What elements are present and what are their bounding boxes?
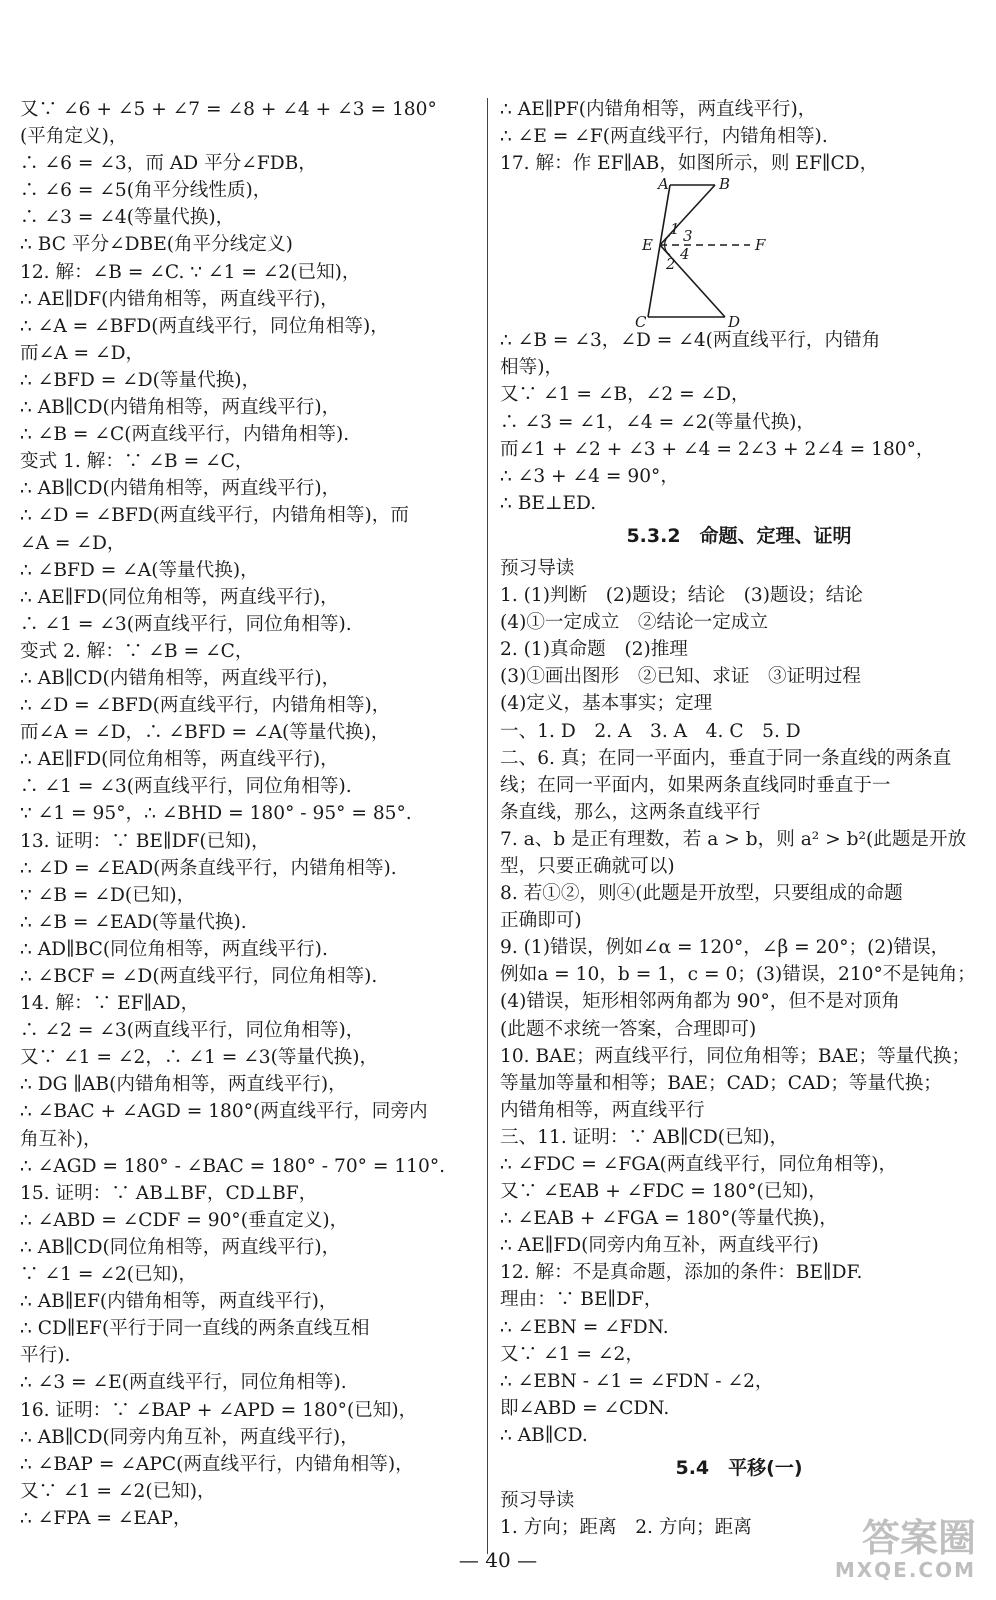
text-line: 7. a、b 是正有理数，若 a > b，则 a² > b²(此题是开放 <box>500 828 967 850</box>
text-line: ∴ AB∥CD. <box>500 1424 588 1446</box>
text-line: ∴ ∠D = ∠EAD(两条直线平行，内错角相等). <box>20 857 397 879</box>
text-line: ∴ ∠3 = ∠1，∠4 = ∠2(等量代换)， <box>500 411 816 433</box>
label-A: A <box>658 177 669 194</box>
text-line: (3)①画出图形 ②已知、求证 ③证明过程 <box>500 666 862 688</box>
text-line: ∴ BC 平分∠DBE(角平分线定义) <box>20 234 293 256</box>
text-line: 条直线，那么，这两条直线平行 <box>500 801 761 823</box>
text-line: ∴ ∠2 = ∠3(两直线平行，同位角相等)， <box>20 1020 365 1042</box>
text-line: 又∵ ∠6 + ∠5 + ∠7 = ∠8 + ∠4 + ∠3 = 180° <box>20 99 437 120</box>
text-line: ∴ ∠AGD = 180° - ∠BAC = 180° - 70° = 110°. <box>20 1155 446 1177</box>
text-line: 10. BAE；两直线平行，同位角相等；BAE；等量代换； <box>500 1045 971 1067</box>
text-line: 内错角相等，两直线平行 <box>500 1099 705 1121</box>
text-line: ∴ ∠6 = ∠5(角平分线性质)， <box>20 180 272 202</box>
text-line: ∴ ∠BFD = ∠A(等量代换)， <box>20 559 259 581</box>
angle-label-3: 3 <box>683 227 693 246</box>
text-line: ∴ ∠E = ∠F(两直线平行，内错角相等). <box>500 126 828 148</box>
label-B: B <box>719 177 731 194</box>
text-line: 变式 2. 解：∵ ∠B = ∠C， <box>20 640 254 662</box>
text-line: ∴ ∠FPA = ∠EAP， <box>20 1507 192 1529</box>
text-line: 相等)， <box>500 357 564 379</box>
text-line: 预习导读 <box>500 557 575 579</box>
text-line: ∴ ∠EBN - ∠1 = ∠FDN - ∠2， <box>500 1370 774 1392</box>
watermark-logo <box>835 1518 976 1582</box>
text-line: 角互补)， <box>20 1128 102 1150</box>
text-line: ∴ AE∥PF(内错角相等，两直线平行)， <box>500 99 817 120</box>
right-column <box>500 96 978 1541</box>
text-line: ∴ AE∥DF(内错角相等，两直线平行)， <box>20 288 339 310</box>
section-heading-5-3-2: 5.3.2 命题、定理、证明 <box>626 524 852 547</box>
text-line: ∴ CD∥EF(平行于同一直线的两条直线互相 <box>20 1318 370 1340</box>
text-line: 12. 解：不是真命题，添加的条件：BE∥DF. <box>500 1262 863 1284</box>
text-line: 1. (1)判断 (2)题设；结论 (3)题设；结论 <box>500 585 863 607</box>
angle-label-4: 4 <box>680 245 690 264</box>
text-line: 而∠A = ∠D， <box>20 342 145 364</box>
text-line: ∴ ∠1 = ∠3(两直线平行，同位角相等). <box>20 776 352 798</box>
text-line: 9. (1)错误，例如∠α = 120°，∠β = 20°；(2)错误， <box>500 937 950 959</box>
text-line: ∵ ∠1 = 95°，∴ ∠BHD = 180° - 95° = 85°. <box>20 803 412 825</box>
label-D: D <box>728 313 741 328</box>
text-line: 等量加等量和相等；BAE；CAD；CAD；等量代换； <box>500 1072 942 1094</box>
text-line: ∴ ∠3 = ∠4(等量代换)， <box>20 207 235 229</box>
text-line: 又∵ ∠1 = ∠B，∠2 = ∠D， <box>500 384 750 406</box>
text-line: ∴ ∠B = ∠3，∠D = ∠4(两直线平行，内错角 <box>500 330 881 352</box>
text-line: ∴ AB∥CD(同旁内角互补，两直线平行)， <box>20 1426 359 1448</box>
text-line: ∴ ∠A = ∠BFD(两直线平行，同位角相等)， <box>20 315 389 337</box>
label-C: C <box>635 313 647 328</box>
text-line: (4)定义，基本事实；定理 <box>500 693 713 715</box>
text-line: ∴ ∠6 = ∠3，而 AD 平分∠FDB， <box>20 153 317 175</box>
text-line: (平角定义)， <box>20 126 128 148</box>
text-line: 又∵ ∠EAB + ∠FDC = 180°(已知)， <box>500 1181 827 1203</box>
text-line: ∴ ∠ABD = ∠CDF = 90°(垂直定义)， <box>20 1209 349 1231</box>
text-line: ∴ AB∥CD(内错角相等，两直线平行)， <box>20 397 341 419</box>
text-line: 三、11. 证明：∵ AB∥CD(已知)， <box>500 1126 789 1148</box>
text-line: ∴ ∠3 = ∠E(两直线平行，同位角相等). <box>20 1372 347 1394</box>
label-E: E <box>642 236 653 255</box>
geometry-diagram <box>630 177 790 327</box>
text-line: 16. 证明：∵ ∠BAP + ∠APD = 180°(已知)， <box>20 1399 418 1421</box>
text-line: ∴ ∠BAC + ∠AGD = 180°(两直线平行，同旁内 <box>20 1101 428 1123</box>
text-line: 2. (1)真命题 (2)推理 <box>500 639 688 661</box>
text-line: ∴ ∠EBN = ∠FDN. <box>500 1316 669 1338</box>
text-line: ∴ ∠D = ∠BFD(两直线平行，内错角相等)，而 <box>20 505 409 527</box>
text-line: ∴ ∠1 = ∠3(两直线平行，同位角相等). <box>20 613 352 635</box>
text-line: (此题不求统一答案，合理即可) <box>500 1018 757 1040</box>
figure-17 <box>500 177 978 327</box>
text-line: 1. 方向；距离 2. 方向；距离 <box>500 1517 752 1539</box>
text-line: ∴ ∠BFD = ∠D(等量代换)， <box>20 369 261 391</box>
text-line: ∴ ∠BCF = ∠D(两直线平行，同位角相等). <box>20 966 378 987</box>
text-line: ∴ AB∥CD(内错角相等，两直线平行)， <box>20 667 341 689</box>
text-line: ∴ ∠D = ∠BFD(两直线平行，内错角相等)， <box>20 695 391 717</box>
text-line: ∴ AE∥FD(同位角相等，两直线平行)， <box>20 749 339 771</box>
watermark-line-1: 答案圈 <box>861 1516 976 1560</box>
watermark-line-2: MXQE.COM <box>834 1558 976 1582</box>
text-line: 型，只要正确就可以) <box>500 855 675 877</box>
text-line: 14. 解：∵ EF∥AD， <box>20 993 200 1015</box>
label-F: F <box>755 236 766 255</box>
text-line: 理由：∵ BE∥DF， <box>500 1289 663 1311</box>
text-line: ∴ ∠B = ∠C(两直线平行，内错角相等). <box>20 424 350 446</box>
text-line: 平行). <box>20 1345 71 1367</box>
text-line: (4)①一定成立 ②结论一定成立 <box>500 612 769 634</box>
text-line: 正确即可) <box>500 910 582 932</box>
page-number: — 40 — <box>458 1548 538 1572</box>
text-line: 线；在同一平面内，如果两条直线同时垂直于一 <box>500 774 891 796</box>
text-line: ∴ ∠3 + ∠4 = 90°， <box>500 465 679 487</box>
text-line: ∵ ∠B = ∠D(已知)， <box>20 884 196 906</box>
text-line: 二、6. 真；在同一平面内，垂直于同一条直线的两条直 <box>500 747 952 769</box>
left-column <box>20 96 482 1532</box>
right-mid-block <box>500 327 978 517</box>
text-line: 即∠ABD = ∠CDN. <box>500 1397 670 1419</box>
text-line: ∴ AD∥BC(同位角相等，两直线平行). <box>20 938 328 960</box>
right-lower-block <box>500 555 978 1449</box>
right-top-block <box>500 96 978 177</box>
text-line: 而∠1 + ∠2 + ∠3 + ∠4 = 2∠3 + 2∠4 = 180°， <box>500 438 935 460</box>
text-line: ∴ ∠BAP = ∠APC(两直线平行，内错角相等)， <box>20 1453 414 1475</box>
text-line: (4)错误，矩形相邻两角都为 90°，但不是对顶角 <box>500 991 900 1013</box>
text-line: ∴ AB∥CD(同位角相等，两直线平行)， <box>20 1236 341 1258</box>
text-line: ∴ ∠FDC = ∠FGA(两直线平行，同位角相等)， <box>500 1154 898 1175</box>
text-line: 13. 证明：∵ BE∥DF(已知)， <box>20 830 270 852</box>
text-line: 一、1. D 2. A 3. A 4. C 5. D <box>500 720 801 742</box>
text-line: 15. 证明：∵ AB⊥BF，CD⊥BF， <box>20 1182 318 1204</box>
text-line: 17. 解：作 EF∥AB，如图所示，则 EF∥CD， <box>500 153 879 175</box>
text-line: ∴ BE⊥ED. <box>500 492 597 514</box>
text-line: ∵ ∠1 = ∠2(已知)， <box>20 1264 198 1286</box>
text-line: ∴ DG ∥AB(内错角相等，两直线平行)， <box>20 1074 347 1096</box>
text-line: 而∠A = ∠D，∴ ∠BFD = ∠A(等量代换)， <box>20 722 390 744</box>
angle-label-1: 1 <box>670 220 680 239</box>
angle-label-2: 2 <box>666 255 676 274</box>
section-heading-5-4: 5.4 平移(一) <box>675 1457 803 1480</box>
text-line: ∴ ∠B = ∠EAD(等量代换). <box>20 911 247 933</box>
text-line: ∴ ∠EAB + ∠FGA = 180°(等量代换)， <box>500 1208 838 1230</box>
text-line: 例如a = 10，b = 1，c = 0；(3)错误，210°不是钝角； <box>500 964 976 986</box>
text-line: ∴ AB∥EF(内错角相等，两直线平行)， <box>20 1291 338 1313</box>
column-divider <box>487 98 488 1554</box>
text-line: 又∵ ∠1 = ∠2(已知)， <box>20 1480 216 1502</box>
text-line: 12. 解：∠B = ∠C. ∵ ∠1 = ∠2(已知)， <box>20 261 361 283</box>
text-line: ∴ AB∥CD(内错角相等，两直线平行)， <box>20 478 341 500</box>
text-line: 又∵ ∠1 = ∠2，∴ ∠1 = ∠3(等量代换)， <box>20 1047 379 1069</box>
text-line: ∠A = ∠D， <box>20 532 126 554</box>
text-line: 8. 若①②，则④(此题是开放型，只要组成的命题 <box>500 883 903 905</box>
text-line: ∴ AE∥FD(同位角相等，两直线平行)， <box>20 586 339 608</box>
text-line: 预习导读 <box>500 1490 575 1512</box>
text-line: 又∵ ∠1 = ∠2， <box>500 1343 644 1365</box>
text-line: 变式 1. 解：∵ ∠B = ∠C， <box>20 451 254 473</box>
text-line: ∴ AE∥FD(同旁内角互补，两直线平行) <box>500 1235 819 1257</box>
